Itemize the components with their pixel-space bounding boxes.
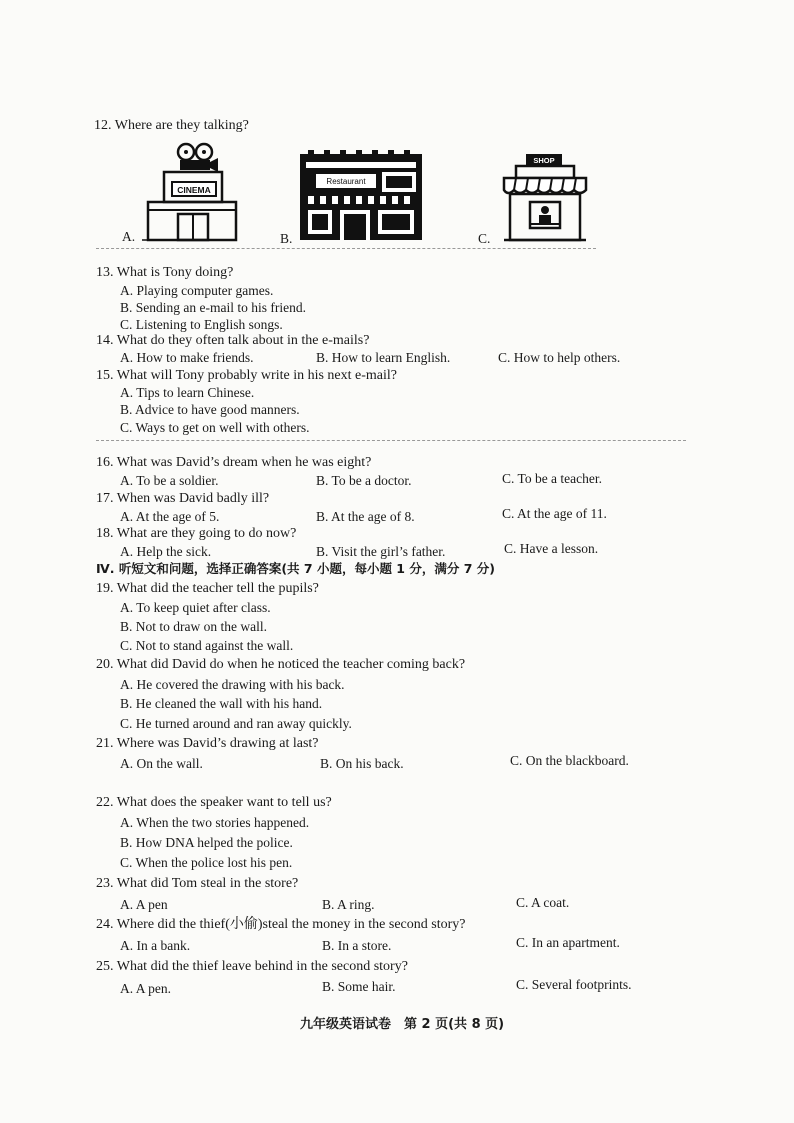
q23-question: 23. What did Tom steal in the store?	[96, 876, 299, 891]
q17-question: 17. When was David badly ill?	[96, 491, 270, 506]
shop-sign: SHOP	[533, 156, 555, 165]
q17-option-c: C. At the age of 11.	[502, 506, 607, 521]
q15-option-a: A. Tips to learn Chinese.	[120, 385, 255, 400]
q22-option-b: B. How DNA helped the police.	[120, 835, 293, 850]
q21-option-b: B. On his back.	[320, 756, 404, 771]
q15-option-b: B. Advice to have good manners.	[120, 402, 300, 417]
q25-option-c: C. Several footprints.	[516, 977, 632, 992]
q24-option-a: A. In a bank.	[120, 938, 191, 953]
q20-option-a: A. He covered the drawing with his back.	[120, 677, 345, 692]
q22-option-c: C. When the police lost his pen.	[120, 855, 293, 870]
divider	[96, 440, 686, 441]
restaurant-picture	[298, 150, 424, 242]
q14-option-a: A. How to make friends.	[120, 350, 254, 365]
q12-question: 12. Where are they talking?	[94, 118, 249, 133]
q20-option-b: B. He cleaned the wall with his hand.	[120, 696, 323, 711]
q23-option-c: C. A coat.	[516, 895, 570, 910]
q18-option-c: C. Have a lesson.	[504, 541, 599, 556]
q20-option-c: C. He turned around and ran away quickly.	[120, 716, 352, 731]
q18-option-b: B. Visit the girl’s father.	[316, 544, 446, 559]
q14-question: 14. What do they often talk about in the e-mails?	[96, 333, 370, 348]
q13-option-a: A. Playing computer games.	[120, 283, 274, 298]
q20-question: 20. What did David do when he noticed the teacher coming back?	[96, 657, 466, 672]
q25-option-a: A. A pen.	[120, 981, 172, 996]
q19-question: 19. What did the teacher tell the pupils?	[96, 581, 319, 596]
q15-question: 15. What will Tony probably write in his next e-mail?	[96, 368, 397, 383]
q12-option-b-label: B.	[280, 231, 293, 246]
q13-question: 13. What is Tony doing?	[96, 265, 234, 280]
cinema-picture	[142, 140, 242, 244]
q19-option-c: C. Not to stand against the wall.	[120, 638, 294, 653]
q18-option-a: A. Help the sick.	[120, 544, 212, 559]
divider	[96, 248, 596, 249]
q24-option-b: B. In a store.	[322, 938, 392, 953]
q21-option-a: A. On the wall.	[120, 756, 203, 771]
restaurant-sign: Restaurant	[326, 177, 366, 186]
q14-option-c: C. How to help others.	[498, 350, 621, 365]
q14-option-b: B. How to learn English.	[316, 350, 451, 365]
q24-option-c: C. In an apartment.	[516, 935, 620, 950]
q24-question: 24. Where did the thief(小偷)steal the money in the second story?	[96, 917, 466, 932]
shop-picture	[500, 152, 590, 244]
q16-option-b: B. To be a doctor.	[316, 473, 412, 488]
q13-option-c: C. Listening to English songs.	[120, 317, 283, 332]
q21-option-c: C. On the blackboard.	[510, 753, 629, 768]
q22-option-a: A. When the two stories happened.	[120, 815, 310, 830]
section-4-heading: Ⅳ. 听短文和问题，选择正确答案(共 7 小题，每小题 1 分，满分 7 分)	[96, 561, 495, 576]
q22-question: 22. What does the speaker want to tell us?	[96, 795, 332, 810]
q21-question: 21. Where was David’s drawing at last?	[96, 736, 319, 751]
q13-option-b: B. Sending an e-mail to his friend.	[120, 300, 306, 315]
q25-question: 25. What did the thief leave behind in the second story?	[96, 959, 408, 974]
q12-option-a-label: A.	[122, 229, 136, 244]
q17-option-b: B. At the age of 8.	[316, 509, 415, 524]
q16-question: 16. What was David’s dream when he was eight?	[96, 455, 372, 470]
q23-option-a: A. A pen	[120, 897, 168, 912]
q19-option-b: B. Not to draw on the wall.	[120, 619, 267, 634]
film-reel-icon	[178, 144, 218, 172]
q23-option-b: B. A ring.	[322, 897, 375, 912]
q15-option-c: C. Ways to get on well with others.	[120, 420, 310, 435]
q12-option-c-label: C.	[478, 231, 491, 246]
q16-option-c: C. To be a teacher.	[502, 471, 603, 486]
q17-option-a: A. At the age of 5.	[120, 509, 220, 524]
page-footer: 九年级英语试卷 第 2 页(共 8 页)	[300, 1017, 505, 1032]
q16-option-a: A. To be a soldier.	[120, 473, 219, 488]
q25-option-b: B. Some hair.	[322, 979, 396, 994]
q19-option-a: A. To keep quiet after class.	[120, 600, 271, 615]
q18-question: 18. What are they going to do now?	[96, 526, 297, 541]
cinema-sign: CINEMA	[177, 185, 211, 195]
